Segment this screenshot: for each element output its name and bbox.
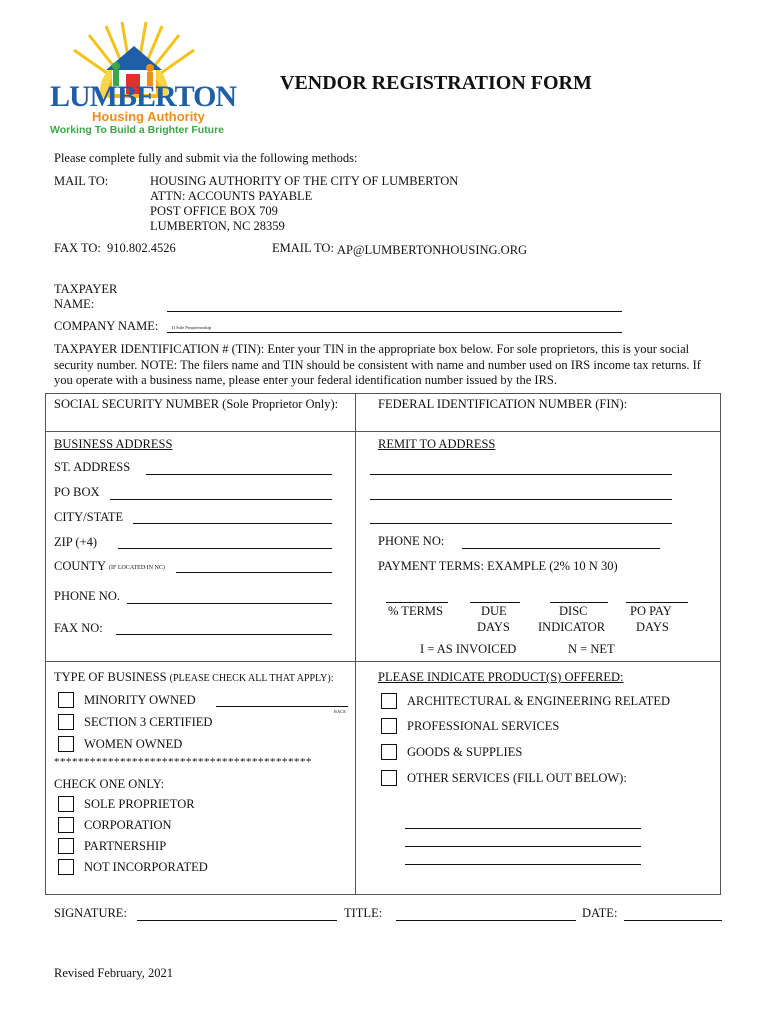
col-disc-label-2: INDICATOR [538,620,606,634]
label-minority: MINORITY OWNED [84,693,196,707]
center-divider [355,393,356,895]
checkbox-section3[interactable] [58,714,74,730]
check-one-label: CHECK ONE ONLY: [54,777,165,791]
signature-label: SIGNATURE: [54,906,127,920]
legend-invoiced: I = AS INVOICED [420,642,517,656]
label-not-incorporated: NOT INCORPORATED [84,860,208,874]
mail-line-1: HOUSING AUTHORITY OF THE CITY OF LUMBERTON [150,174,459,188]
intro-text: Please complete fully and submit via the following methods: [54,151,358,165]
title-label: TITLE: [344,906,383,920]
logo-brand: LUMBERTON [50,80,237,113]
logo-tagline: Working To Build a Brighter Future [50,124,225,136]
county-label: COUNTY [54,559,107,573]
mail-label: MAIL TO: [54,174,109,188]
type-of-business-main: TYPE OF BUSINESS [54,670,167,684]
business-fax-field[interactable] [116,634,332,635]
label-goods: GOODS & SUPPLIES [407,745,523,759]
type-of-business-note: (PLEASE CHECK ALL THAT APPLY): [169,673,334,684]
row-divider-2 [45,661,721,662]
remit-phone-label: PHONE NO: [378,534,445,548]
race-field[interactable] [216,706,348,707]
col-due-label-2: DAYS [477,620,510,634]
email-value: AP@LUMBERTONHOUSING.ORG [337,243,528,257]
label-corporation: CORPORATION [84,818,172,832]
col-disc-label-1: DISC [559,604,588,618]
city-field[interactable] [133,523,332,524]
ssn-label: SOCIAL SECURITY NUMBER (Sole Proprietor Only): [54,397,339,411]
business-phone-field[interactable] [127,603,332,604]
company-name-field[interactable] [167,332,622,333]
taxpayer-label-2: NAME: [54,297,95,311]
street-label: ST. ADDRESS [54,460,131,474]
separator-asterisks: ******************************************* [54,756,312,768]
date-field[interactable] [624,920,722,921]
label-section3: SECTION 3 CERTIFIED [84,715,213,729]
col-due-label-1: DUE [481,604,507,618]
email-label: EMAIL TO: [272,241,334,255]
checkbox-minority[interactable] [58,692,74,708]
terms-field[interactable] [386,602,448,603]
revision-footer: Revised February, 2021 [54,966,173,980]
form-title: VENDOR REGISTRATION FORM [280,72,592,94]
fax-value: 910.802.4526 [107,241,176,255]
checkbox-goods[interactable] [381,744,397,760]
checkbox-other[interactable] [381,770,397,786]
col-popay-label-1: PO PAY [630,604,672,618]
other-services-line-2[interactable] [405,846,641,847]
label-women: WOMEN OWNED [84,737,183,751]
mail-line-2: ATTN: ACCOUNTS PAYABLE [150,189,313,203]
products-heading: PLEASE INDICATE PRODUCT(S) OFFERED: [378,670,624,684]
remit-address-heading: REMIT TO ADDRESS [378,437,496,451]
street-field[interactable] [146,474,332,475]
label-partnership: PARTNERSHIP [84,839,167,853]
remit-phone-field[interactable] [462,548,660,549]
remit-line-1[interactable] [370,474,672,475]
fax-label: FAX TO: [54,241,101,255]
other-services-line-3[interactable] [405,864,641,865]
label-other: OTHER SERVICES (FILL OUT BELOW): [407,771,627,785]
company-note: If Sole Proprietorship [172,325,211,330]
business-phone-label: PHONE NO. [54,589,120,603]
fin-label: FEDERAL IDENTIFICATION NUMBER (FIN): [378,397,628,411]
zip-label: ZIP (+4) [54,535,98,549]
taxpayer-label-1: TAXPAYER [54,282,118,296]
disc-indicator-field[interactable] [550,602,608,603]
checkbox-sole-proprietor[interactable] [58,796,74,812]
company-label: COMPANY NAME: [54,319,159,333]
checkbox-partnership[interactable] [58,838,74,854]
zip-field[interactable] [118,548,332,549]
fin-field[interactable] [360,412,716,428]
checkbox-professional[interactable] [381,718,397,734]
remit-line-2[interactable] [370,499,672,500]
county-note: (IF LOCATED IN NC) [109,565,165,571]
legend-net: N = NET [568,642,615,656]
tin-paragraph: TAXPAYER IDENTIFICATION # (TIN): Enter your TIN in the appropriate box below. For sole proprietors, this is your social security number. NOTE: The filers name and TIN should be consistent with name and number used on IRS income tax returns. If you operate with a business name, please enter your federal identification number issued by the IRS. [54,342,701,387]
ssn-field[interactable] [50,412,350,428]
po-pay-days-field[interactable] [626,602,688,603]
checkbox-architectural[interactable] [381,693,397,709]
remit-line-3[interactable] [370,523,672,524]
payment-terms-label: PAYMENT TERMS: EXAMPLE (2% 10 N 30) [378,559,618,573]
taxpayer-name-field[interactable] [167,311,622,312]
mail-line-4: LUMBERTON, NC 28359 [150,219,285,233]
pobox-label: PO BOX [54,485,100,499]
business-fax-label: FAX NO: [54,621,103,635]
label-sole-proprietor: SOLE PROPRIETOR [84,797,195,811]
title-field[interactable] [396,920,576,921]
type-of-business-heading [54,670,333,685]
row-divider-1 [45,431,721,432]
logo-sub: Housing Authority [92,109,205,124]
business-address-heading: BUSINESS ADDRESS [54,437,173,451]
checkbox-corporation[interactable] [58,817,74,833]
signature-field[interactable] [137,920,337,921]
due-days-field[interactable] [470,602,520,603]
col-popay-label-2: DAYS [636,620,669,634]
pobox-field[interactable] [110,499,332,500]
race-label: RACE [334,709,347,714]
county-field[interactable] [176,572,332,573]
logo [44,20,237,138]
label-architectural: ARCHITECTURAL & ENGINEERING RELATED [407,694,671,708]
mail-line-3: POST OFFICE BOX 709 [150,204,278,218]
label-professional: PROFESSIONAL SERVICES [407,719,560,733]
checkbox-women[interactable] [58,736,74,752]
checkbox-not-incorporated[interactable] [58,859,74,875]
other-services-line-1[interactable] [405,828,641,829]
col-terms-label: % TERMS [388,604,443,618]
date-label: DATE: [582,906,618,920]
city-label: CITY/STATE [54,510,124,524]
